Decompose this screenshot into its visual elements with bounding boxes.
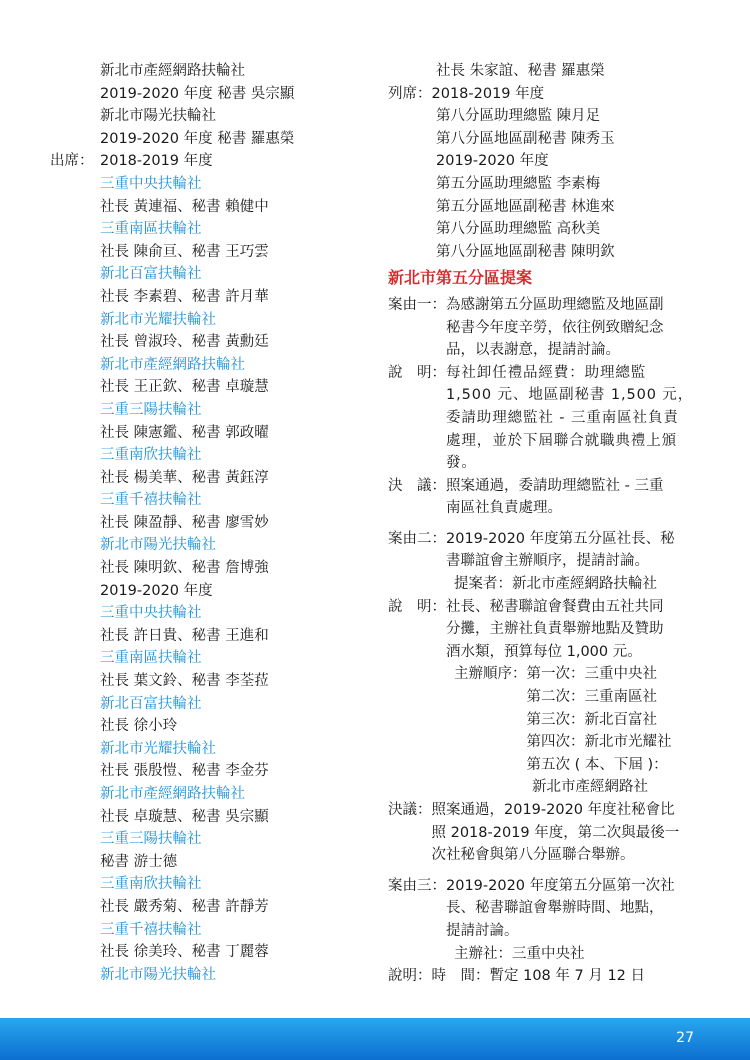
club-name: 新北市產經網路扶輪社 <box>100 786 245 802</box>
case3-label: 案由三： <box>388 877 446 894</box>
order-item: 新北市產經網路社 <box>532 779 648 796</box>
case1-subject <box>388 294 708 362</box>
section-title: 新北市第五分區提案 <box>388 268 533 288</box>
club-name: 三重三陽扶輪社 <box>100 831 202 848</box>
club-name: 新北百富扶輪社 <box>100 695 202 712</box>
case3-host: 主辦社：三重中央社 <box>454 945 585 962</box>
attend-list-2018 <box>50 173 350 580</box>
observer-list-2019 <box>388 173 708 263</box>
decision-text-line: 照案通過，委請助理總監社 - 三重 <box>446 477 664 494</box>
case-text-line: 2019-2020 年度第五分區社長、秘 <box>446 530 675 547</box>
officer-line: 社長 徐小玲 <box>100 718 178 735</box>
order-label: 主辦順序： <box>454 666 527 683</box>
decision-text-line: 南區社負責處理。 <box>446 500 562 517</box>
club-name: 新北市產經網路扶輪社 <box>100 356 245 373</box>
case2-description <box>388 596 708 664</box>
officer-line: 社長 陳明欽、秘書 詹博強 <box>100 560 269 577</box>
officer-line: 社長 嚴秀菊、秘書 許靜芳 <box>100 898 269 915</box>
club-name: 三重千禧扶輪社 <box>100 921 202 938</box>
left-column <box>50 60 350 986</box>
order-item: 第一次：三重中央社 <box>526 666 657 683</box>
officer-line: 社長 朱家誼、秘書 羅惠榮 <box>436 63 605 79</box>
attend-label: 出席： <box>50 153 94 170</box>
officer-line: 社長 曾淑玲、秘書 黃勳廷 <box>100 334 269 351</box>
case-text-line: 秘書今年度辛勞，依往例致贈紀念 <box>446 319 664 336</box>
club-name: 新北市光耀扶輪社 <box>100 740 216 757</box>
case1-desc-label: 說 明： <box>388 364 446 381</box>
case2-label: 案由二： <box>388 530 446 547</box>
desc-text-line: 發。 <box>446 455 477 472</box>
attend-year-2019: 2019-2020 年度 <box>100 582 213 599</box>
club-name: 新北市陽光扶輪社 <box>100 537 216 554</box>
club-name: 三重南欣扶輪社 <box>100 447 202 464</box>
desc-text-line: 1,500 元、地區副秘書 1,500 元， <box>446 387 694 404</box>
club-name: 三重南欣扶輪社 <box>100 876 202 893</box>
decision-text-line: 照案通過，2019-2020 年度社秘會比 <box>431 802 675 818</box>
observer-list-2018 <box>388 105 708 150</box>
officer-line: 社長 陳俞亘、秘書 王巧雲 <box>100 243 269 260</box>
officer-line: 社長 葉文鈴、秘書 李荃菈 <box>100 673 269 690</box>
case2-order <box>388 663 708 776</box>
observer-line: 第五分區助理總監 李素梅 <box>436 175 601 192</box>
club-name: 三重中央扶輪社 <box>100 605 202 622</box>
officer-line: 社長 黃連福、秘書 賴健中 <box>100 198 269 215</box>
case1-decision <box>388 475 708 520</box>
case-text-line: 為感謝第五分區助理總監及地區副 <box>446 296 664 313</box>
case-text-line: 品，以表謝意，提請討論。 <box>446 342 620 359</box>
case1-label: 案由一： <box>388 296 446 313</box>
case1-description <box>388 362 708 475</box>
order-item: 第五次 ( 本、下屆 )： <box>526 756 668 773</box>
case3-description: 說明：時 間：暫定 108 年 7 月 12 日 <box>388 968 646 985</box>
case-text-line: 提請討論。 <box>446 922 519 939</box>
left-top-lines <box>50 60 350 150</box>
officer-line: 社長 陳憲鑑、秘書 郭政曜 <box>100 424 269 441</box>
desc-text-line: 處理，並於下屆聯合就職典禮上頒 <box>446 432 677 449</box>
desc-text-line: 酒水類，預算每位 1,000 元。 <box>446 643 642 660</box>
officer-line: 社長 李素碧、秘書 許月華 <box>100 288 269 305</box>
footer-bar <box>0 1018 750 1060</box>
club-name: 新北市陽光扶輪社 <box>100 966 216 983</box>
officer-line: 社長 徐美玲、秘書 丁麗蓉 <box>100 944 269 961</box>
case3-subject <box>388 875 708 943</box>
observer-line: 第八分區助理總監 陳月足 <box>436 108 601 125</box>
club-name: 三重中央扶輪社 <box>100 175 202 192</box>
observer-line: 第五分區地區副秘書 林進來 <box>436 198 615 215</box>
observer-year-2019: 2019-2020 年度 <box>436 153 549 170</box>
desc-text-line: 分攤，主辦社負責舉辦地點及贊助 <box>446 621 664 638</box>
case2-decision <box>388 799 708 867</box>
desc-text-line: 社長、秘書聯誼會餐費由五社共同 <box>446 598 664 615</box>
observer-year-2018: 2018-2019 年度 <box>431 85 545 102</box>
case-text-line: 書聯誼會主辦順序，提請討論。 <box>446 553 649 570</box>
right-column <box>388 60 708 988</box>
header-line: 新北市陽光扶輪社 <box>100 108 216 125</box>
header-line: 2019-2020 年度 秘書 吳宗顯 <box>100 85 295 102</box>
order-item: 第二次：三重南區社 <box>526 689 657 706</box>
club-name: 新北市光耀扶輪社 <box>100 311 216 328</box>
officer-line: 秘書 游士德 <box>100 853 178 870</box>
officer-line: 社長 楊美華、秘書 黃鈺淳 <box>100 469 269 486</box>
club-name: 三重南區扶輪社 <box>100 221 202 238</box>
order-item: 第三次：新北百富社 <box>526 711 657 728</box>
club-name: 三重三陽扶輪社 <box>100 401 202 418</box>
observer-label: 列席： <box>388 85 432 102</box>
attend-year-2018: 出席： 2018-2019 年度 <box>50 150 350 173</box>
observer-line: 第八分區地區副秘書 陳秀玉 <box>436 130 615 147</box>
club-name: 三重千禧扶輪社 <box>100 492 202 509</box>
header-line: 新北市產經網路扶輪社 <box>100 63 245 79</box>
desc-text-line: 每社卸任禮品經費：助理總監 <box>446 364 647 381</box>
case2-subject <box>388 528 708 573</box>
header-line: 2019-2020 年度 秘書 羅惠榮 <box>100 130 295 147</box>
observer-line: 第八分區地區副秘書 陳明欽 <box>436 243 615 260</box>
club-name: 三重南區扶輪社 <box>100 650 202 667</box>
desc-text-line: 委請助理總監社 - 三重南區社負責 <box>446 409 679 426</box>
case-text-line: 長、秘書聯誼會舉辦時間、地點， <box>446 900 664 917</box>
attend-list-2019 <box>50 602 350 964</box>
observer-line: 第八分區助理總監 高秋美 <box>436 221 601 238</box>
officer-line: 社長 張殷愷、秘書 李金芬 <box>100 763 269 780</box>
decision-text-line: 照 2018-2019 年度，第二次與最後一 <box>431 824 680 841</box>
case1-decision-label: 決 議： <box>388 477 446 494</box>
officer-line: 社長 陳盈靜、秘書 廖雪妙 <box>100 514 269 531</box>
observer-block <box>388 83 708 106</box>
case2-desc-label: 說 明： <box>388 598 446 615</box>
case2-decision-label: 決議： <box>388 802 432 818</box>
officer-line: 社長 王正欽、秘書 卓璇慧 <box>100 379 269 396</box>
order-item: 第四次：新北市光耀社 <box>526 734 672 751</box>
page-number: 27 <box>676 1030 694 1046</box>
club-name: 新北百富扶輪社 <box>100 266 202 283</box>
decision-text-line: 次社秘會與第八分區聯合舉辦。 <box>431 847 635 864</box>
case-text-line: 2019-2020 年度第五分區第一次社 <box>446 877 675 894</box>
officer-line: 社長 卓璇慧、秘書 吳宗顯 <box>100 808 269 825</box>
case2-proposer: 提案者：新北市產經網路扶輪社 <box>454 576 657 593</box>
officer-line: 社長 許日貴、秘書 王進和 <box>100 627 269 644</box>
